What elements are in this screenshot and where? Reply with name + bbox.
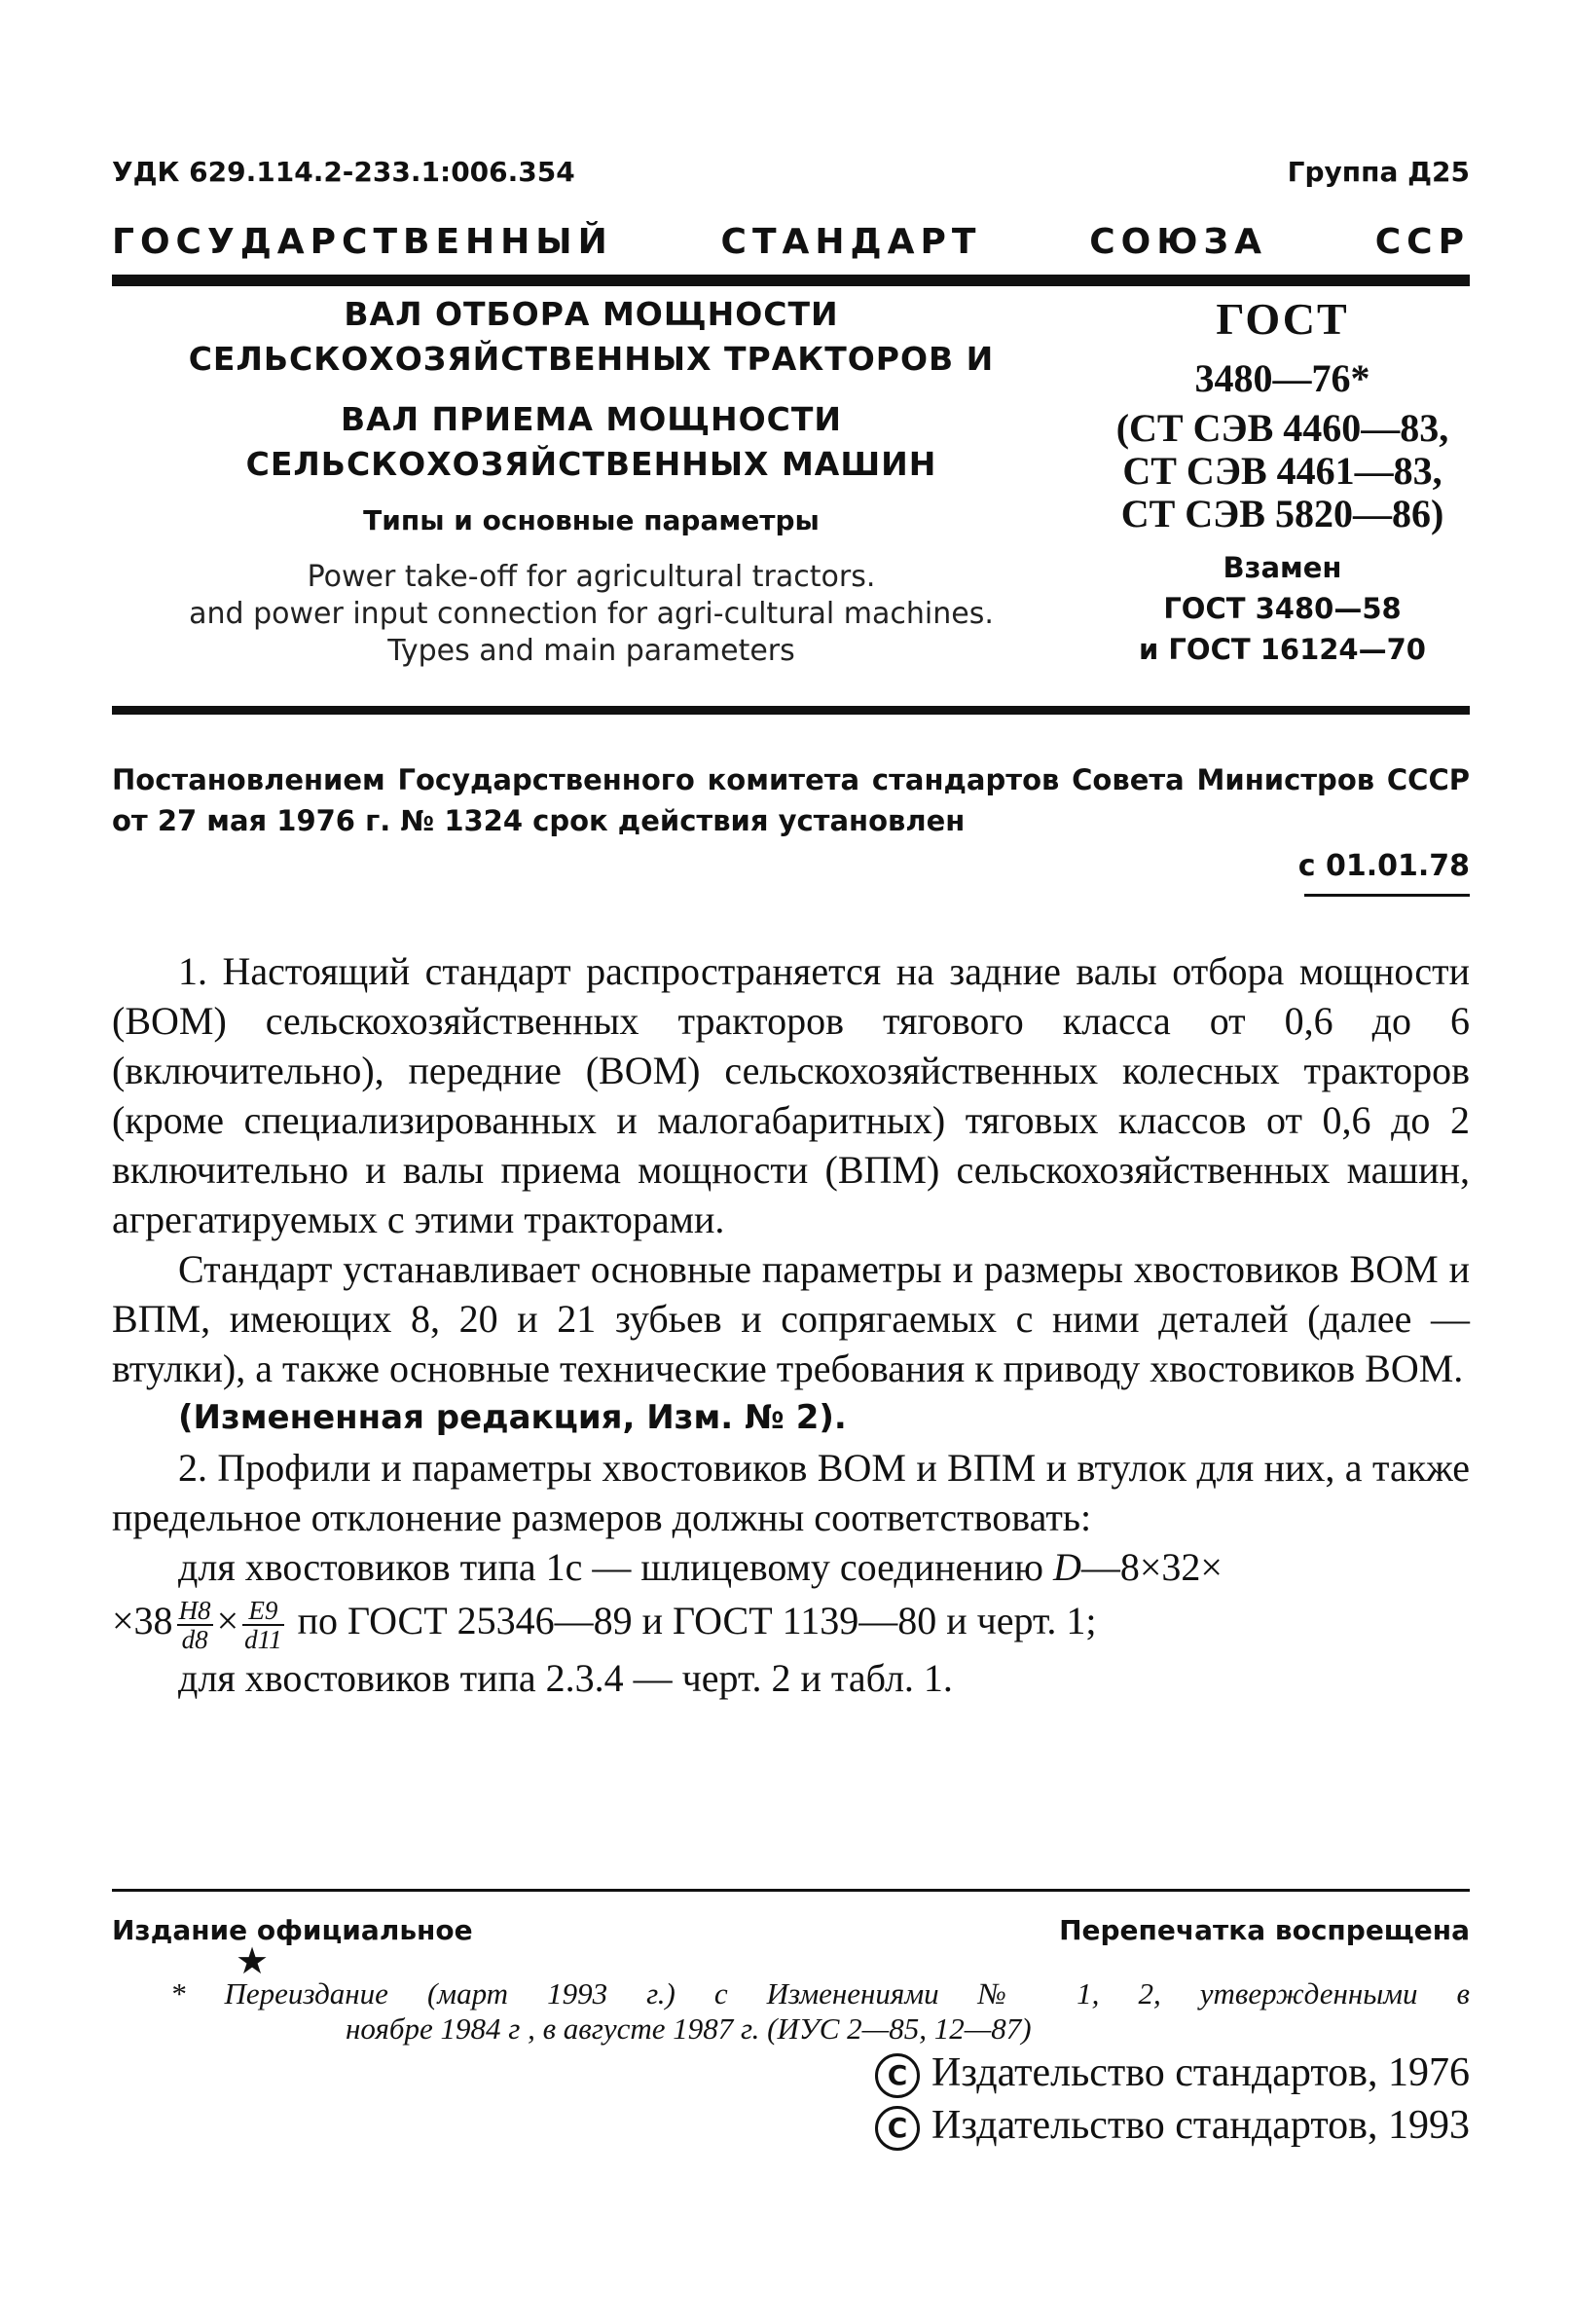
paragraph-1: 1. Настоящий стандарт распространяется на задние валы отбора мощности (ВОМ) сельскохозяйственных тракторов тягового класса от 0,6 до 6 (включительно), передние (ВОМ) сельскохозяйственных колесных тракторов (кроме специализированных и малогабаритных) тяговых классов от 0,6 до 2 включительно и валы приема мощности (ВПМ) сельскохозяйственных машин, агрегатируемых с этими тракторами.	[112, 949, 1470, 1241]
reissue-line-2: ноябре 1984 г , в августе 1987 г. (ИУС 2—85, 12—87)	[346, 2011, 1032, 2046]
gost-label: ГОСТ	[1216, 294, 1349, 344]
title-en-line-1: Power take-off for agricultural tractors.	[307, 560, 876, 594]
decree	[112, 759, 1470, 841]
paragraph-spline: для хвостовиков типа 1с — шлицевому соединению D—8×32×	[178, 1545, 1223, 1589]
state-standard-banner: ГОСУДАРСТВЕННЫЙ СТАНДАРТ СОЮЗА ССР	[112, 222, 1470, 262]
udk-code: УДК 629.114.2-233.1:006.354	[112, 156, 575, 188]
fit-fraction-2: $\frac{E9}{d11}$	[244, 1595, 282, 1654]
official-edition: Издание официальное	[112, 1914, 473, 1946]
effective-date: с 01.01.78	[1297, 849, 1470, 883]
document-page	[112, 0, 1470, 2324]
title-line-4: СЕЛЬСКОХОЗЯЙСТВЕННЫХ МАШИН	[245, 445, 937, 483]
paragraph-3: 2. Профили и параметры хвостовиков ВОМ и ВПМ и втулок для них, а также предельное отклонение размеров должны соответствовать:	[112, 1446, 1470, 1539]
paragraph-spline-cont: ×38 $\frac{H8}{d8}$ × $\frac{E9}{d11}$ по ГОСТ 25346—89 и ГОСТ 1139—80 и черт. 1;	[112, 1595, 1097, 1654]
title-block	[112, 292, 1470, 701]
replaces-old-2: и ГОСТ 16124—70	[1139, 633, 1426, 666]
copyright-1976: C Издательство стандартов, 1976	[875, 2048, 1470, 2098]
footer-rule	[112, 1889, 1470, 1892]
paragraph-type2: для хвостовиков типа 2.3.4 — черт. 2 и табл. 1.	[178, 1655, 953, 1700]
copyright-icon: C	[875, 2106, 920, 2151]
gost-designation	[1095, 292, 1470, 670]
title-en-line-3: Types and main parameters	[387, 634, 795, 668]
replaces-label: Взамен	[1223, 551, 1342, 584]
group-code: Группа Д25	[1287, 156, 1470, 188]
paragraph-amendment: (Измененная редакция, Изм. № 2).	[178, 1398, 847, 1437]
decree-line-1: Постановлением Государственного комитета стандартов Совета Министров СССР	[112, 763, 1470, 796]
reissue-line-1: * Переиздание (март 1993 г.) с Изменениями № 1, 2, утвержденными в	[170, 1976, 1470, 2010]
top-rule	[112, 275, 1470, 286]
title-en-line-2: and power input connection for agri-cultural machines.	[189, 597, 994, 631]
gost-sev-1: (СТ СЭВ 4460—83,	[1115, 406, 1449, 450]
title-line-1: ВАЛ ОТБОРА МОЩНОСТИ	[344, 295, 839, 333]
document-body	[112, 946, 1470, 1703]
gost-sev-2: СТ СЭВ 4461—83,	[1122, 449, 1442, 493]
title-subtitle: Типы и основные параметры	[363, 504, 820, 536]
gost-number: 3480—76*	[1194, 356, 1370, 400]
mid-rule	[112, 706, 1470, 715]
title-english	[112, 559, 1071, 670]
copyright-1993: C Издательство стандартов, 1993	[875, 2101, 1470, 2151]
copyright-icon: C	[875, 2053, 920, 2098]
header-line	[112, 156, 1470, 195]
reissue-note	[170, 1976, 1470, 2047]
effective-date-underline	[1304, 894, 1470, 897]
fit-fraction-1: $\frac{H8}{d8}$	[178, 1595, 211, 1654]
title-left	[112, 292, 1071, 670]
reprint-prohibited: Перепечатка воспрещена	[1059, 1914, 1470, 1946]
paragraph-2: Стандарт устанавливает основные параметры и размеры хвостовиков ВОМ и ВПМ, имеющих 8, 20 и 21 зубьев и сопрягаемых с ними деталей (далее — втулки), а также основные технические требования к приводу хвостовиков ВОМ.	[112, 1247, 1470, 1390]
decree-line-2: от 27 мая 1976 г. № 1324 срок действия установлен	[112, 804, 966, 837]
star-icon: ★	[236, 1941, 270, 1982]
title-line-2: СЕЛЬСКОХОЗЯЙСТВЕННЫХ ТРАКТОРОВ И	[188, 340, 995, 378]
replaces-old-1: ГОСТ 3480—58	[1163, 592, 1402, 625]
gost-sev-3: СТ СЭВ 5820—86)	[1120, 492, 1444, 535]
title-line-3: ВАЛ ПРИЕМА МОЩНОСТИ	[340, 400, 843, 438]
